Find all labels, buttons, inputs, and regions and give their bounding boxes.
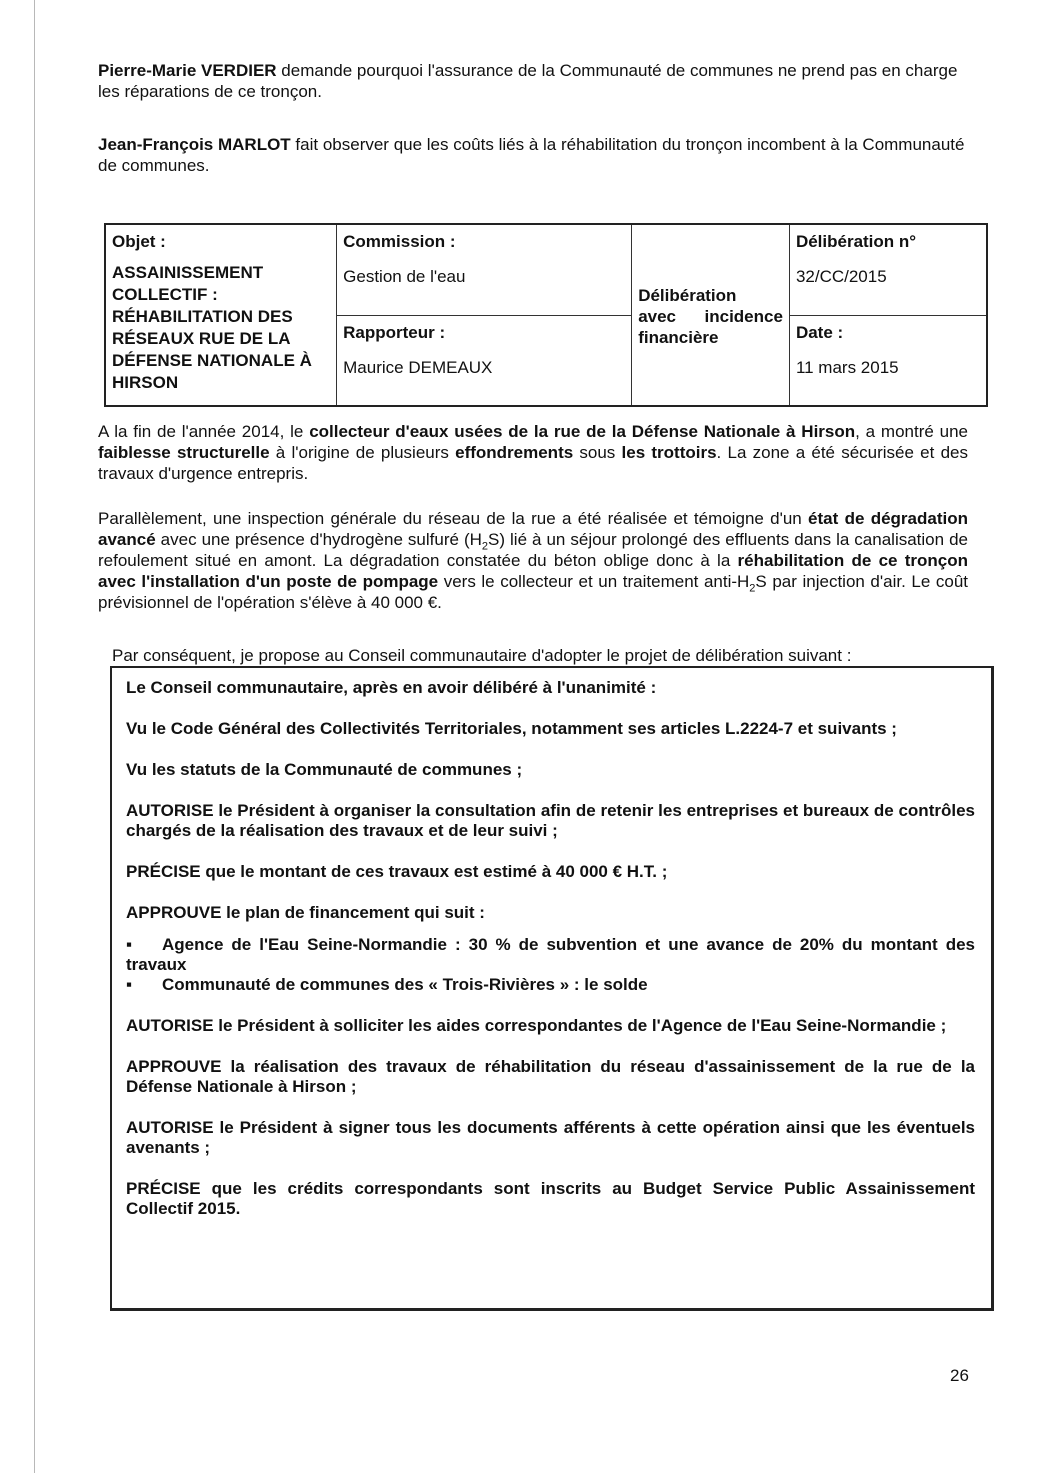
resolution-vu: Vu le Code Général des Collectivités Territoriales, notamment ses articles L.2224-7 et suivants ; [126, 719, 897, 738]
proposal-sentence: Par conséquent, je propose au Conseil communautaire d'adopter le projet de délibération suivant : [112, 646, 852, 665]
deliberation-header-table [104, 223, 988, 407]
objet-label: Objet : [112, 232, 166, 251]
commission-cell [337, 224, 632, 315]
verdier-paragraph: Pierre-Marie VERDIER demande pourquoi l'assurance de la Communauté de communes ne prend pas en charge les réparations de ce tronçon. [98, 61, 958, 101]
date-label: Date : [795, 322, 844, 342]
deliberation-value: 32/CC/2015 [795, 267, 887, 286]
commission-value: Gestion de l'eau [343, 267, 466, 286]
resolution-item: AUTORISE le Président à signer tous les documents afférents à cette opération ainsi que les éventuels avenants ; [126, 1118, 975, 1157]
date-cell [789, 315, 987, 406]
rapporteur-label: Rapporteur : [343, 322, 446, 342]
resolution-item: PRÉCISE que le montant de ces travaux est estimé à 40 000 € H.T. ; [126, 862, 668, 881]
financing-bullet: ▪ Communauté de communes des « Trois-Rivières » : le solde [126, 975, 648, 994]
resolution-item: AUTORISE le Président à solliciter les aides correspondantes de l'Agence de l'Eau Seine-Normandie ; [126, 1016, 947, 1035]
commission-label: Commission : [343, 232, 456, 251]
incidence-cell [632, 224, 790, 406]
objet-cell [105, 224, 337, 406]
resolution-box [110, 666, 994, 1311]
date-value: 11 mars 2015 [795, 357, 899, 377]
incidence-line: Délibération [638, 285, 737, 305]
speaker-name: Jean-François MARLOT [98, 135, 291, 154]
resolution-intro: Le Conseil communautaire, après en avoir délibéré à l'unanimité : [126, 678, 657, 697]
resolution-item: APPROUVE le plan de financement qui suit : [126, 903, 485, 922]
speaker-name: Pierre-Marie VERDIER [98, 61, 277, 80]
rapporteur-cell [337, 315, 632, 406]
page-number: 26 [950, 1366, 969, 1385]
context-paragraph: A la fin de l'année 2014, le collecteur d'eaux usées de la rue de la Défense Nationale à Hirson, a montré une faiblesse structurelle à l'origine de plusieurs effondrements sous les trottoirs. La zone a été sécurisée et des travaux d'urgence entrepris. [98, 422, 968, 483]
bullet-mark: ▪ [126, 975, 133, 994]
bullet-mark: ▪ [126, 935, 133, 954]
marlot-paragraph: Jean-François MARLOT fait observer que les coûts liés à la réhabilitation du tronçon incombent à la Communauté de communes. [98, 135, 965, 175]
inspection-paragraph: Parallèlement, une inspection générale du réseau de la rue a été réalisée et témoigne d'un état de dégradation avancé avec une présence d'hydrogène sulfuré $(H_2S)$ lié à un séjour prolongé des effluents dans la canalisation de refoulement situé en amont. La dégradation constatée du béton oblige donc à la réhabilitation de ce tronçon avec l'installation d'un poste de pompage vers le collecteur et un traitement anti-$H_2S$ par injection d'air. Le coût prévisionnel de l'opération s'élève à 40 000 €. [98, 509, 969, 612]
incidence-line: avec incidence [638, 306, 783, 326]
resolution-item: PRÉCISE que les crédits correspondants sont inscrits au Budget Service Public Assainissement Collectif 2015. [126, 1179, 975, 1218]
resolution-item: AUTORISE le Président à organiser la consultation afin de retenir les entreprises et bureaux de contrôles chargés de la réalisation des travaux et de leur suivi ; [126, 801, 975, 840]
resolution-vu: Vu les statuts de la Communauté de communes ; [126, 760, 523, 779]
rapporteur-value: Maurice DEMEAUX [343, 357, 493, 377]
incidence-line: financière [638, 327, 719, 347]
deliberation-label: Délibération n° [795, 232, 917, 251]
deliberation-number-cell [789, 224, 987, 315]
financing-bullet: ▪ Agence de l'Eau Seine-Normandie : 30 % de subvention et une avance de 20% du montant des travaux [126, 935, 975, 974]
objet-value: ASSAINISSEMENT COLLECTIF : RÉHABILITATION DES RÉSEAUX RUE DE LA DÉFENSE NATIONALE À HIRSON [112, 263, 312, 392]
resolution-item: APPROUVE la réalisation des travaux de réhabilitation du réseau d'assainissement de la rue de la Défense Nationale à Hirson ; [126, 1057, 975, 1096]
left-margin-line [34, 0, 35, 1473]
